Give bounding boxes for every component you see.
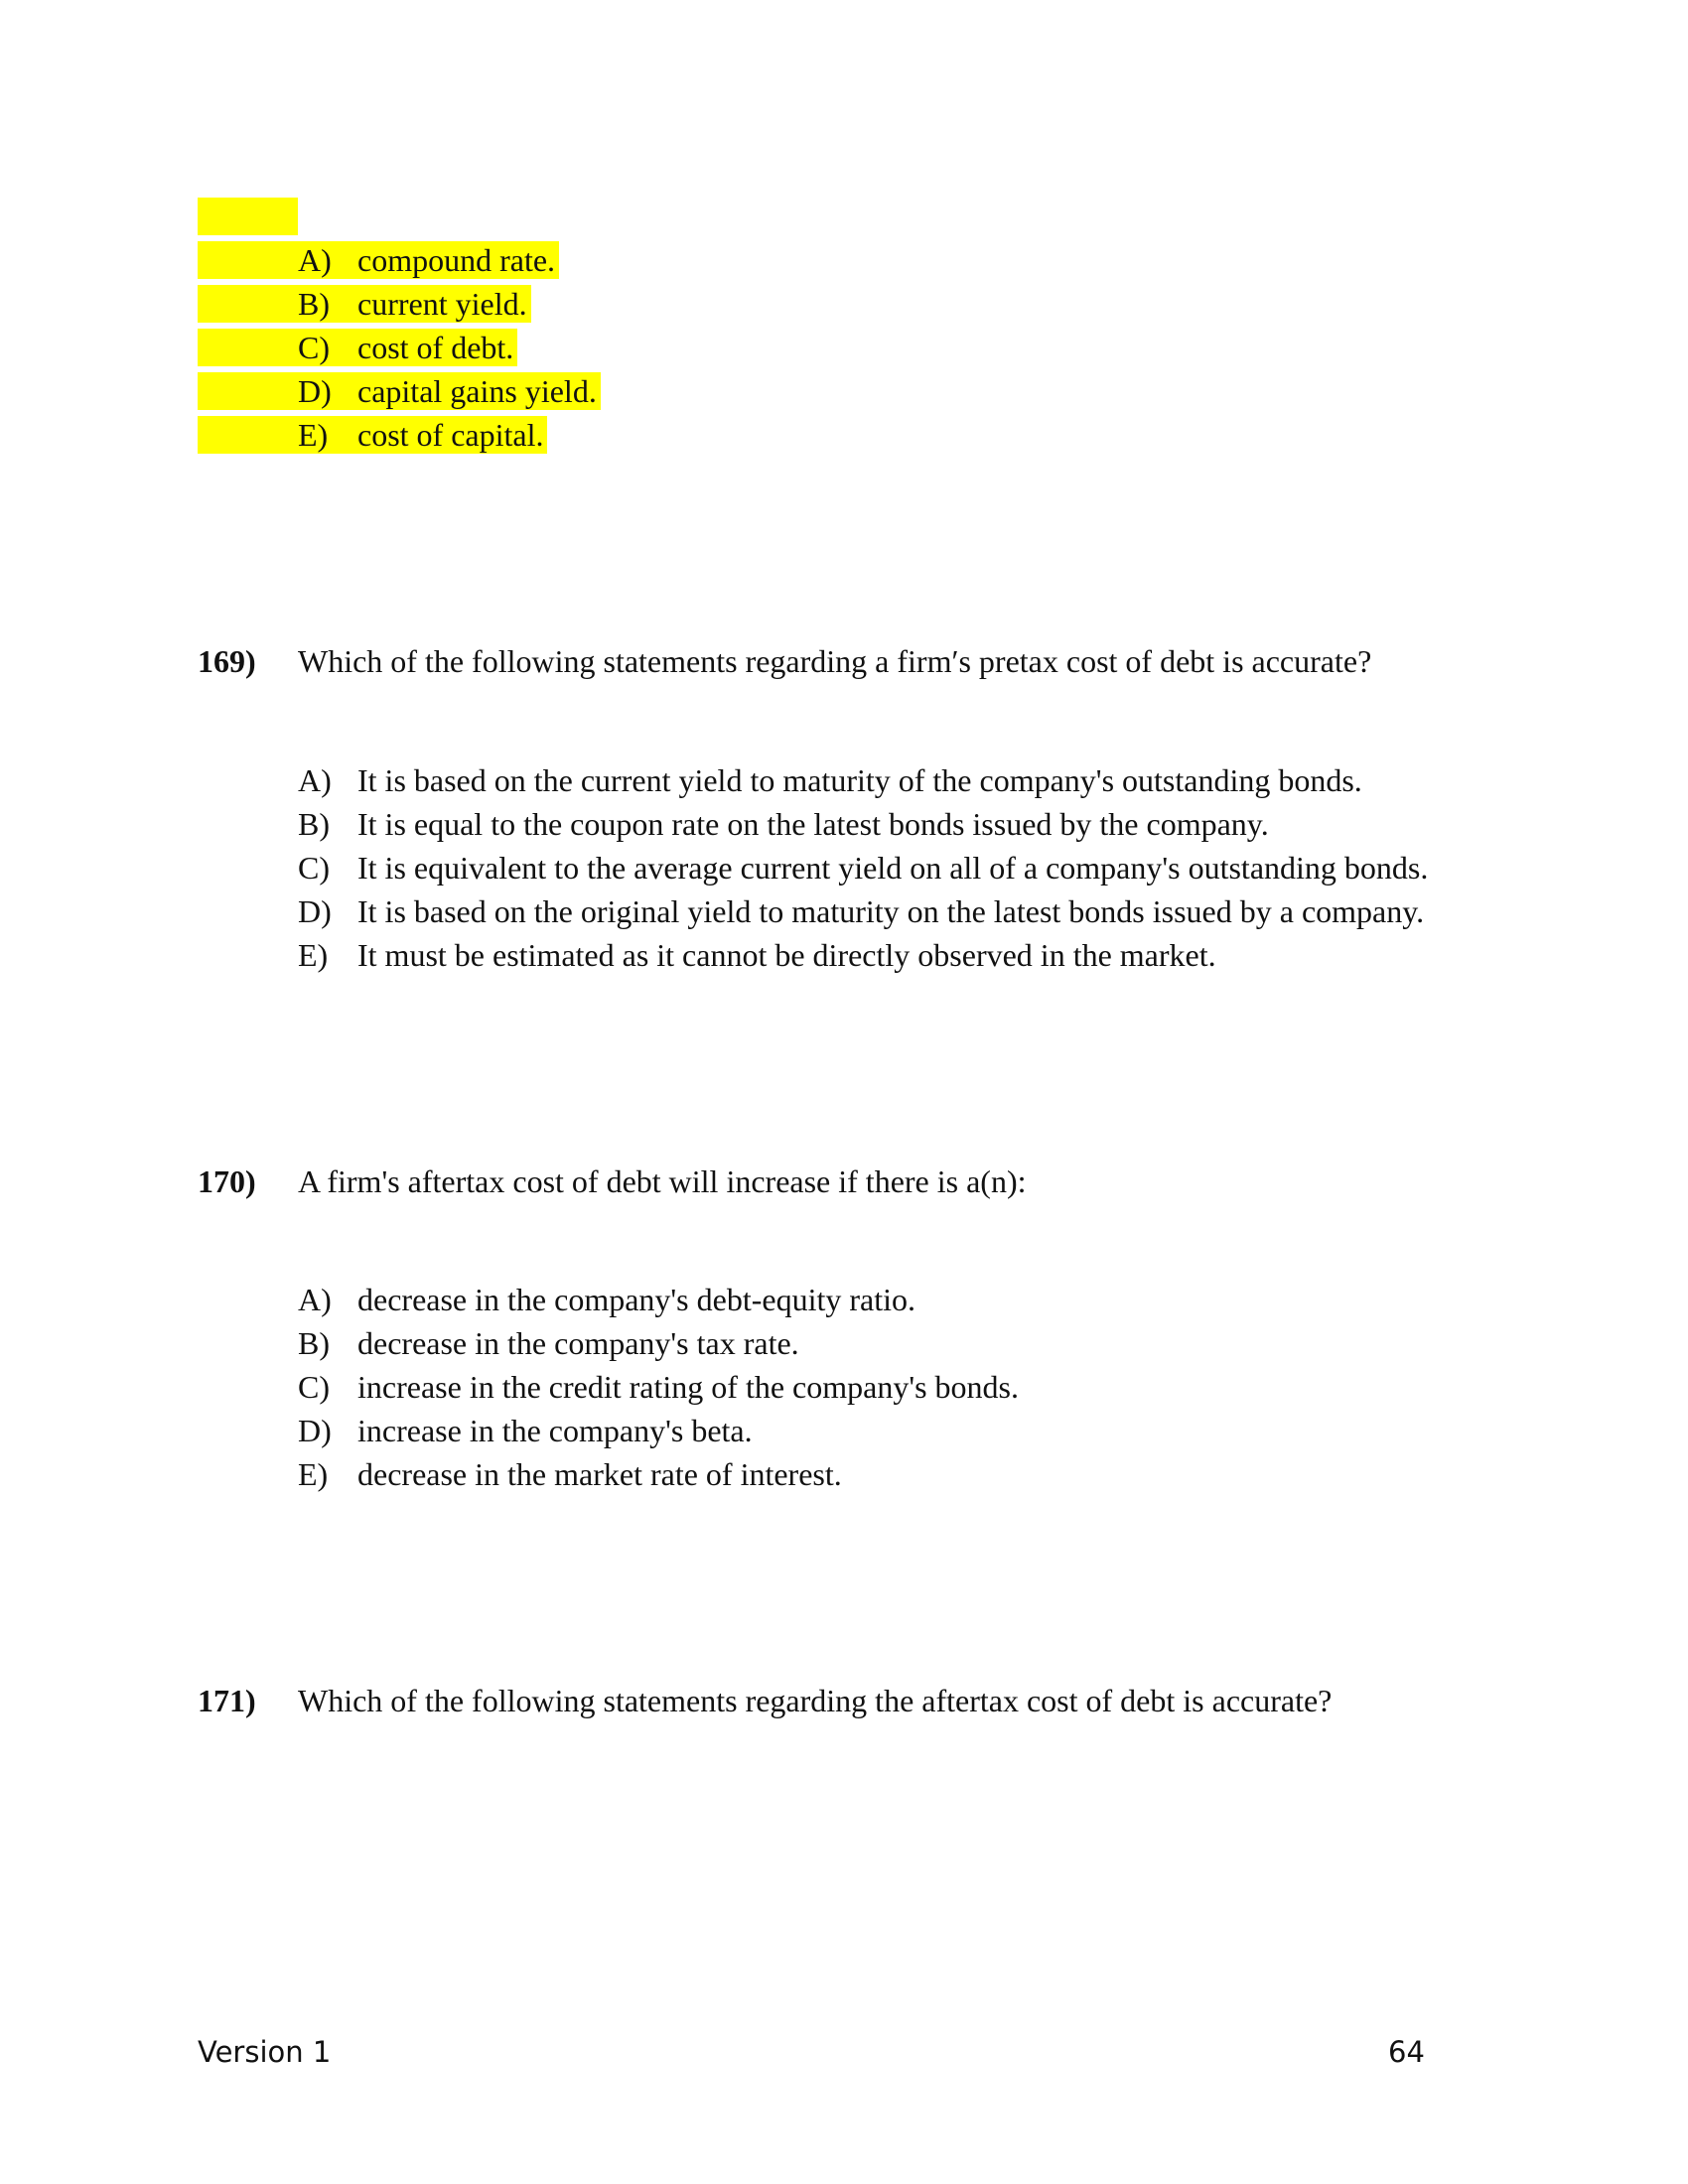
question-text: Which of the following statements regarding a firm′s pretax cost of debt is accurate? [298, 643, 1372, 679]
q170-option-a [298, 1280, 915, 1319]
prev-option-a [198, 241, 559, 279]
option-letter: D) [298, 892, 332, 929]
option-letter: A) [298, 761, 332, 798]
footer-page-number: 64 [1388, 2035, 1425, 2069]
prev-option-d [198, 372, 601, 410]
option-text: increase in the company's beta. [357, 1412, 753, 1448]
option-text: It must be estimated as it cannot be directly observed in the market. [357, 936, 1216, 973]
option-text: cost of debt. [357, 329, 514, 365]
option-letter: A) [298, 241, 332, 278]
option-letter: D) [298, 372, 332, 409]
question-number: 170) [198, 1163, 256, 1199]
option-letter: B) [298, 805, 330, 842]
option-text: decrease in the company's debt-equity ratio. [357, 1281, 915, 1317]
option-text: cost of capital. [357, 416, 544, 453]
q170-option-b [298, 1323, 799, 1363]
option-text: It is based on the current yield to maturity of the company's outstanding bonds. [357, 761, 1362, 798]
option-letter: C) [298, 1368, 330, 1405]
q169-option-d [298, 891, 1424, 931]
footer-version: Version 1 [198, 2035, 332, 2069]
question-171 [198, 1683, 1332, 1719]
option-text: decrease in the company's tax rate. [357, 1324, 799, 1361]
option-letter: A) [298, 1281, 332, 1317]
option-text: It is equal to the coupon rate on the latest bonds issued by the company. [357, 805, 1269, 842]
q170-option-c [298, 1367, 1019, 1407]
option-letter: B) [298, 1324, 330, 1361]
option-letter: D) [298, 1412, 332, 1448]
q170-option-e [298, 1454, 842, 1494]
question-text: Which of the following statements regarding the aftertax cost of debt is accurate? [298, 1683, 1333, 1718]
prev-option-b [198, 285, 531, 323]
q169-option-e [298, 935, 1216, 975]
option-letter: B) [298, 285, 330, 322]
option-text: increase in the credit rating of the company's bonds. [357, 1368, 1019, 1405]
option-letter: C) [298, 329, 330, 365]
question-170 [198, 1163, 1027, 1200]
prev-option-e [198, 416, 547, 454]
question-number: 169) [198, 643, 256, 679]
option-letter: E) [298, 936, 329, 973]
q170-option-d [298, 1411, 753, 1450]
option-text: It is equivalent to the average current yield on all of a company's outstanding bonds. [357, 849, 1429, 886]
option-letter: E) [298, 416, 329, 453]
q169-option-a [298, 760, 1362, 800]
option-text: It is based on the original yield to maturity on the latest bonds issued by a company. [357, 892, 1425, 929]
question-169 [198, 643, 1371, 680]
option-text: capital gains yield. [357, 372, 597, 409]
option-letter: C) [298, 849, 330, 886]
option-text: decrease in the market rate of interest. [357, 1455, 842, 1492]
option-text: compound rate. [357, 241, 556, 278]
q169-option-c [298, 848, 1428, 887]
option-letter: E) [298, 1455, 329, 1492]
option-text: current yield. [357, 285, 527, 322]
q169-option-b [298, 804, 1269, 844]
highlight-spacer [198, 198, 298, 235]
prev-option-c [198, 329, 517, 366]
question-text: A firm's aftertax cost of debt will increase if there is a(n): [298, 1163, 1027, 1199]
question-number: 171) [198, 1683, 256, 1718]
